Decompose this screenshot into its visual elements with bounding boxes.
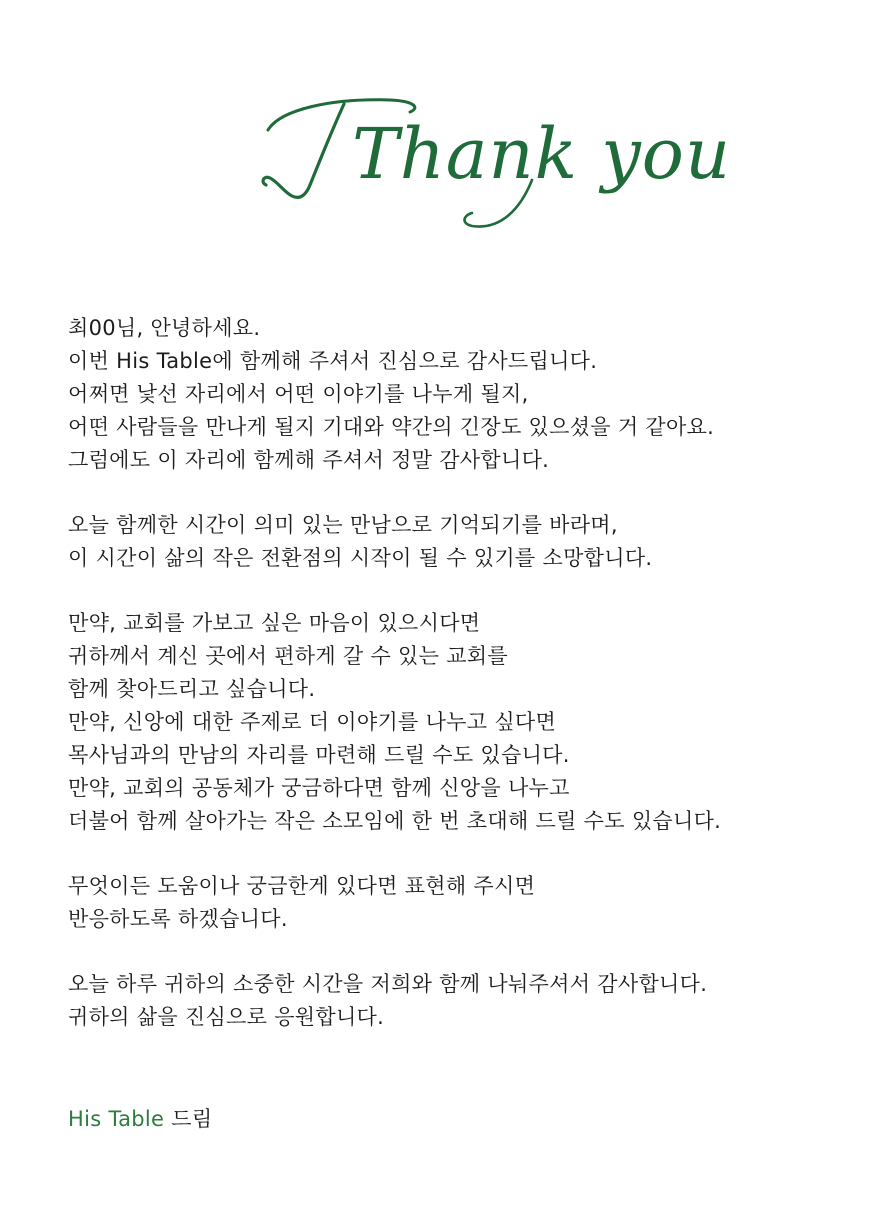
letter-line: 이 시간이 삶의 작은 전환점의 시작이 될 수 있기를 소망합니다.	[68, 546, 653, 570]
letter-line: 함께 찾아드리고 싶습니다.	[68, 677, 316, 701]
letter-line: 오늘 하루 귀하의 소중한 시간을 저희와 함께 나눠주셔서 감사합니다.	[68, 972, 708, 996]
letter-line: 귀하의 삶을 진심으로 응원합니다.	[68, 1005, 385, 1029]
letter-paragraph-help	[68, 870, 858, 936]
letter-line: 더불어 함께 살아가는 작은 소모임에 한 번 초대해 드릴 수도 있습니다.	[68, 809, 722, 833]
letter-line: 만약, 교회의 공동체가 궁금하다면 함께 신앙을 나누고	[68, 776, 570, 800]
letter-paragraph-wish	[68, 509, 858, 575]
signature-brand: His Table	[68, 1107, 165, 1131]
letter-line: 오늘 함께한 시간이 의미 있는 만남으로 기억되기를 바라며,	[68, 513, 618, 537]
letter-paragraph-closing	[68, 968, 858, 1034]
letter-paragraph-offers	[68, 607, 858, 838]
thank-you-script-svg	[240, 70, 732, 240]
letter-line: 그럼에도 이 자리에 함께해 주셔서 정말 감사합니다.	[68, 448, 550, 472]
signature-from: 드림	[171, 1107, 213, 1131]
heading-text: Thank you	[352, 113, 732, 195]
letter-line: 만약, 신앙에 대한 주제로 더 이야기를 나누고 싶다면	[68, 710, 557, 734]
letter-body	[68, 312, 858, 1066]
letter-line: 어쩌면 낯선 자리에서 어떤 이야기를 나누게 될지,	[68, 382, 529, 406]
letter-line: 이번 His Table에 함께해 주셔서 진심으로 감사드립니다.	[68, 349, 598, 373]
thank-you-heading	[240, 70, 732, 240]
letter-paragraph-greeting	[68, 312, 858, 477]
letter-line: 어떤 사람들을 만나게 될지 기대와 약간의 긴장도 있으셨을 거 같아요.	[68, 415, 715, 439]
heading-t-stem	[263, 104, 344, 197]
letter-line: 목사님과의 만남의 자리를 마련해 드릴 수도 있습니다.	[68, 743, 570, 767]
signature	[68, 1103, 212, 1136]
letter-line: 최00님, 안녕하세요.	[68, 316, 261, 340]
letter-line: 만약, 교회를 가보고 싶은 마음이 있으시다면	[68, 611, 481, 635]
letter-line: 무엇이든 도움이나 궁금한게 있다면 표현해 주시면	[68, 874, 536, 898]
letter-line: 반응하도록 하겠습니다.	[68, 907, 288, 931]
letter-line: 귀하께서 계신 곳에서 편하게 갈 수 있는 교회를	[68, 644, 508, 668]
